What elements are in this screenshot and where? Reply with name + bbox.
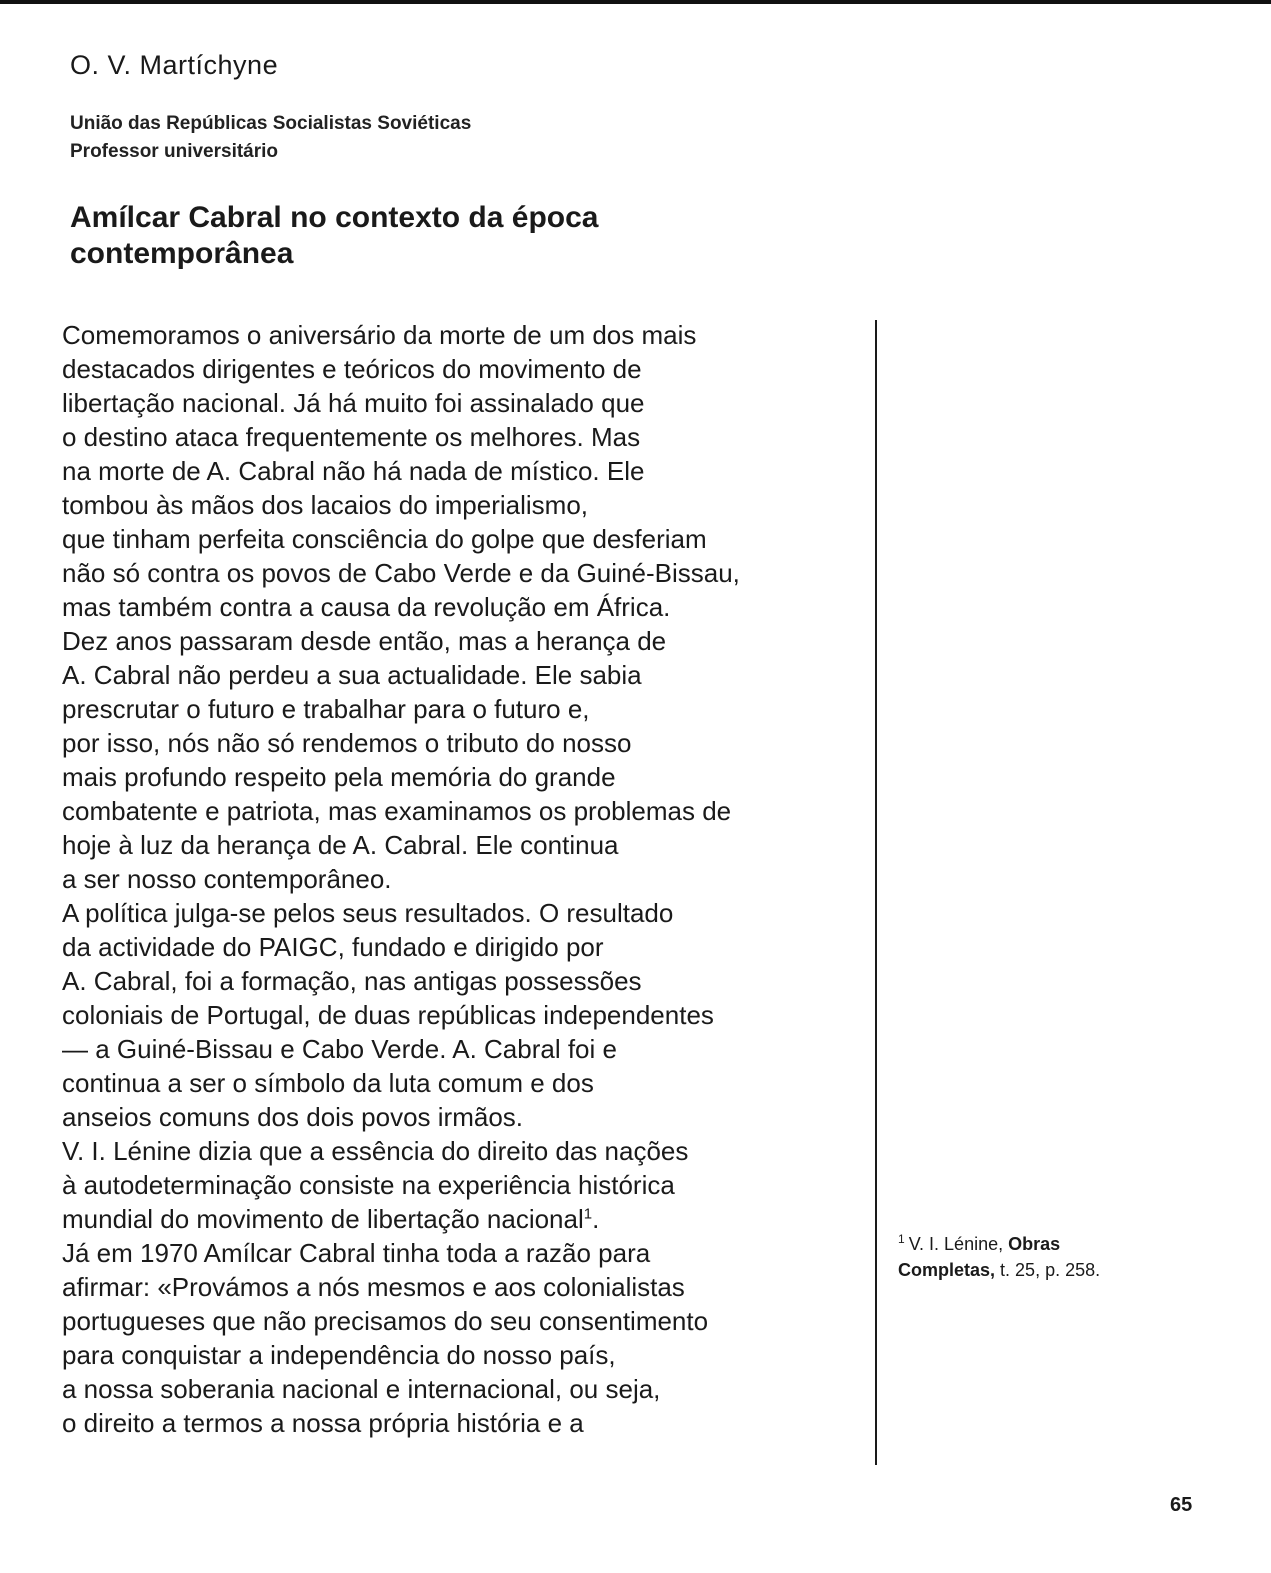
body-line-with-footnote-ref bbox=[62, 1202, 877, 1236]
body-line: Dez anos passaram desde então, mas a herança de bbox=[62, 626, 667, 656]
body-line: Comemoramos o aniversário da morte de um dos mais bbox=[62, 320, 697, 350]
body-line: que tinham perfeita consciência do golpe que desferiam bbox=[62, 524, 707, 554]
body-line: A. Cabral não perdeu a sua actualidade. Ele sabia bbox=[62, 660, 642, 690]
body-line: prescrutar o futuro e trabalhar para o futuro e, bbox=[62, 694, 590, 724]
footnote-reference[interactable]: 1 bbox=[583, 1205, 593, 1223]
body-line: afirmar: «Provámos a nós mesmos e aos colonialistas bbox=[62, 1272, 685, 1302]
footnote-author: V. I. Lénine, bbox=[908, 1234, 1004, 1254]
affiliation-role: Professor universitário bbox=[70, 141, 279, 162]
footnote bbox=[898, 1226, 1228, 1283]
body-line: A. Cabral, foi a formação, nas antigas possessões bbox=[62, 966, 642, 996]
body-text bbox=[62, 318, 877, 1440]
top-rule bbox=[0, 0, 1271, 4]
body-line: coloniais de Portugal, de duas repúblicas independentes bbox=[62, 1000, 714, 1030]
body-line: tombou às mãos dos lacaios do imperialismo, bbox=[62, 490, 589, 520]
body-line: continua a ser o símbolo da luta comum e dos bbox=[62, 1068, 594, 1098]
author-name: O. V. Martíchyne bbox=[70, 50, 279, 80]
affiliation-country: União das Repúblicas Socialistas Soviéticas bbox=[70, 113, 472, 134]
footnote-work-title-1: Obras bbox=[1008, 1234, 1061, 1254]
article-title-line-1: Amílcar Cabral no contexto da época bbox=[70, 201, 599, 234]
body-line: o direito a termos a nossa própria história e a bbox=[62, 1408, 584, 1438]
article-title-line-2: contemporânea bbox=[70, 237, 294, 270]
body-line: por isso, nós não só rendemos o tributo do nosso bbox=[62, 728, 632, 758]
body-line: o destino ataca frequentemente os melhores. Mas bbox=[62, 422, 641, 452]
body-line: libertação nacional. Já há muito foi assinalado que bbox=[62, 388, 645, 418]
body-line: a ser nosso contemporâneo. bbox=[62, 864, 392, 894]
body-line: V. I. Lénine dizia que a essência do direito das nações bbox=[62, 1136, 689, 1166]
body-line: combatente e patriota, mas examinamos os problemas de bbox=[62, 796, 732, 826]
body-line: portugueses que não precisamos do seu consentimento bbox=[62, 1306, 709, 1336]
body-line: — a Guiné-Bissau e Cabo Verde. A. Cabral foi e bbox=[62, 1034, 617, 1064]
column-divider bbox=[875, 320, 877, 1465]
footnote-marker: 1 bbox=[898, 1232, 905, 1246]
body-line: mas também contra a causa da revolução em África. bbox=[62, 592, 671, 622]
page-number: 65 bbox=[1170, 1494, 1193, 1516]
body-line: hoje à luz da herança de A. Cabral. Ele continua bbox=[62, 830, 619, 860]
body-line: não só contra os povos de Cabo Verde e da Guiné-Bissau, bbox=[62, 558, 740, 588]
body-line: anseios comuns dos dois povos irmãos. bbox=[62, 1102, 524, 1132]
body-line: Já em 1970 Amílcar Cabral tinha toda a razão para bbox=[62, 1238, 651, 1268]
body-line: mais profundo respeito pela memória do grande bbox=[62, 762, 616, 792]
author-affiliation bbox=[70, 110, 471, 166]
body-line: à autodeterminação consiste na experiência histórica bbox=[62, 1170, 675, 1200]
footnote-citation: t. 25, p. 258. bbox=[1000, 1260, 1101, 1280]
body-line: para conquistar a independência do nosso país, bbox=[62, 1340, 616, 1370]
body-line-text: mundial do movimento de libertação nacional bbox=[62, 1204, 584, 1234]
body-line: destacados dirigentes e teóricos do movimento de bbox=[62, 354, 642, 384]
article-title bbox=[70, 200, 770, 272]
body-line-period: . bbox=[592, 1204, 600, 1234]
footnote-work-title-2: Completas, bbox=[898, 1260, 996, 1280]
body-line: na morte de A. Cabral não há nada de místico. Ele bbox=[62, 456, 645, 486]
body-line: da actividade do PAIGC, fundado e dirigido por bbox=[62, 932, 604, 962]
body-line: a nossa soberania nacional e internacional, ou seja, bbox=[62, 1374, 661, 1404]
body-line: A política julga-se pelos seus resultados. O resultado bbox=[62, 898, 674, 928]
